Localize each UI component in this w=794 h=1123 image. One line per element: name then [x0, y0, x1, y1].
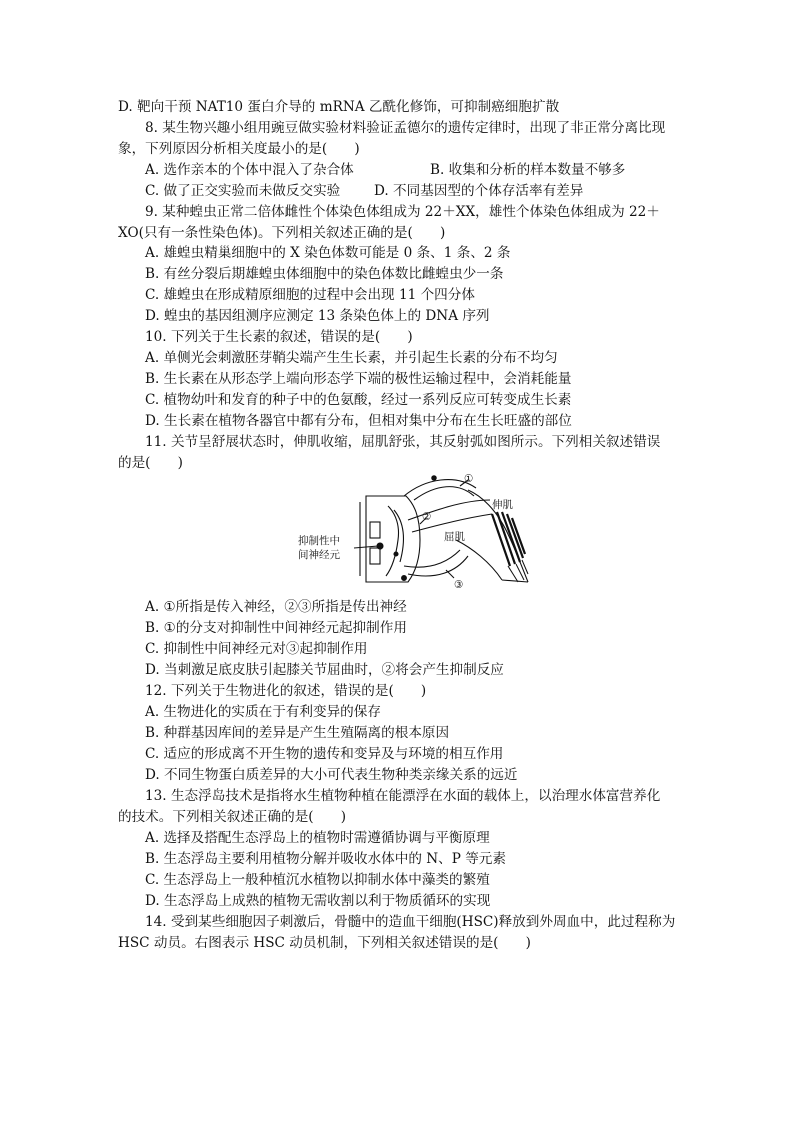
label-3: ③ — [454, 579, 464, 591]
interneuron-label-line1: 抑制性中 — [298, 535, 340, 547]
q11-option-c: C. 抑制性中间神经元对③起抑制作用 — [145, 641, 368, 657]
reflex-arc-diagram — [296, 470, 536, 594]
q10-option-a: A. 单侧光会刺激胚芽鞘尖端产生生长素，并引起生长素的分布不均匀 — [145, 350, 558, 366]
q12-option-a: A. 生物进化的实质在于有利变异的保存 — [145, 704, 381, 720]
extensor-label: 伸肌 — [492, 499, 513, 511]
q7-option-d: D. 靶向干预 NAT10 蛋白介导的 mRNA 乙酰化修饰，可抑制癌细胞扩散 — [118, 99, 560, 115]
q10-option-d: D. 生长素在植物各器官中都有分布，但相对集中分布在生长旺盛的部位 — [145, 413, 572, 429]
q9-option-d: D. 蝗虫的基因组测序应测定 13 条染色体上的 DNA 序列 — [145, 308, 490, 324]
q11-stem-line1: 11. 关节呈舒展状态时，伸肌收缩，屈肌舒张，其反射弧如图所示。下列相关叙述错误 — [145, 434, 661, 450]
q12-option-b: B. 种群基因库间的差异是产生生殖隔离的根本原因 — [145, 725, 450, 741]
q13-stem-line1: 13. 生态浮岛技术是指将水生植物种植在能漂浮在水面的载体上，以治理水体富营养化 — [145, 788, 661, 804]
q13-option-c: C. 生态浮岛上一般种植沉水植物以抑制水体中藻类的繁殖 — [145, 872, 490, 888]
q9-option-a: A. 雄蝗虫精巢细胞中的 X 染色体数可能是 0 条、1 条、2 条 — [145, 245, 511, 261]
q11-option-a: A. ①所指是传入神经，②③所指是传出神经 — [145, 599, 407, 615]
q11-stem-line2: 的是( ) — [118, 455, 183, 471]
interneuron-label-line2: 间神经元 — [298, 549, 340, 561]
q14-stem-line2: HSC 动员。右图表示 HSC 动员机制，下列相关叙述错误的是( ) — [118, 935, 531, 951]
q9-stem-line1: 9. 某种蝗虫正常二倍体雌性个体染色体组成为 22＋XX，雄性个体染色体组成为 22＋ — [145, 204, 660, 220]
q8-stem-line1: 8. 某生物兴趣小组用豌豆做实验材料验证孟德尔的遗传定律时，出现了非正常分离比现 — [145, 120, 666, 136]
label-2: ② — [422, 511, 432, 523]
q14-stem-line1: 14. 受到某些细胞因子刺激后，骨髓中的造血干细胞(HSC)释放到外周血中，此过程称为 — [145, 914, 676, 930]
q9-option-c: C. 雄蝗虫在形成精原细胞的过程中会出现 11 个四分体 — [145, 287, 475, 303]
q12-stem: 12. 下列关于生物进化的叙述，错误的是( ) — [145, 683, 427, 699]
q12-option-d: D. 不同生物蛋白质差异的大小可代表生物种类亲缘关系的远近 — [145, 767, 518, 783]
q10-stem: 10. 下列关于生长素的叙述，错误的是( ) — [145, 329, 413, 345]
reflex-arc-figure — [296, 470, 536, 594]
q10-option-b: B. 生长素在从形态学上端向形态学下端的极性运输过程中，会消耗能量 — [145, 371, 572, 387]
q9-option-b: B. 有丝分裂后期雄蝗虫体细胞中的染色体数比雌蝗虫少一条 — [145, 266, 504, 282]
q9-stem-line2: XO(只有一条性染色体)。下列相关叙述正确的是( ) — [118, 225, 446, 241]
q12-option-c: C. 适应的形成离不开生物的遗传和变异及与环境的相互作用 — [145, 746, 504, 762]
q11-option-b: B. ①的分支对抑制性中间神经元起抑制作用 — [145, 620, 407, 636]
q8-option-c: C. 做了正交实验而未做反交实验 — [145, 183, 341, 199]
flexor-label: 屈肌 — [444, 531, 465, 543]
q13-option-a: A. 选择及搭配生态浮岛上的植物时需遵循协调与平衡原理 — [145, 830, 490, 846]
q11-option-d: D. 当刺激足底皮肤引起膝关节屈曲时，②将会产生抑制反应 — [145, 662, 504, 678]
q8-option-d: D. 不同基因型的个体存活率有差异 — [374, 183, 584, 199]
label-1: ① — [464, 473, 474, 485]
q8-option-a: A. 选作亲本的个体中混入了杂合体 — [145, 162, 354, 178]
q13-option-b: B. 生态浮岛主要利用植物分解并吸收水体中的 N、P 等元素 — [145, 851, 506, 867]
q13-option-d: D. 生态浮岛上成熟的植物无需收割以利于物质循环的实现 — [145, 893, 491, 909]
q8-stem-line2: 象，下列原因分析相关度最小的是( ) — [118, 141, 360, 157]
q13-stem-line2: 的技术。下列相关叙述正确的是( ) — [118, 809, 347, 825]
q8-option-b: B. 收集和分析的样本数量不够多 — [430, 162, 626, 178]
q10-option-c: C. 植物幼叶和发育的种子中的色氨酸，经过一系列反应可转变成生长素 — [145, 392, 572, 408]
